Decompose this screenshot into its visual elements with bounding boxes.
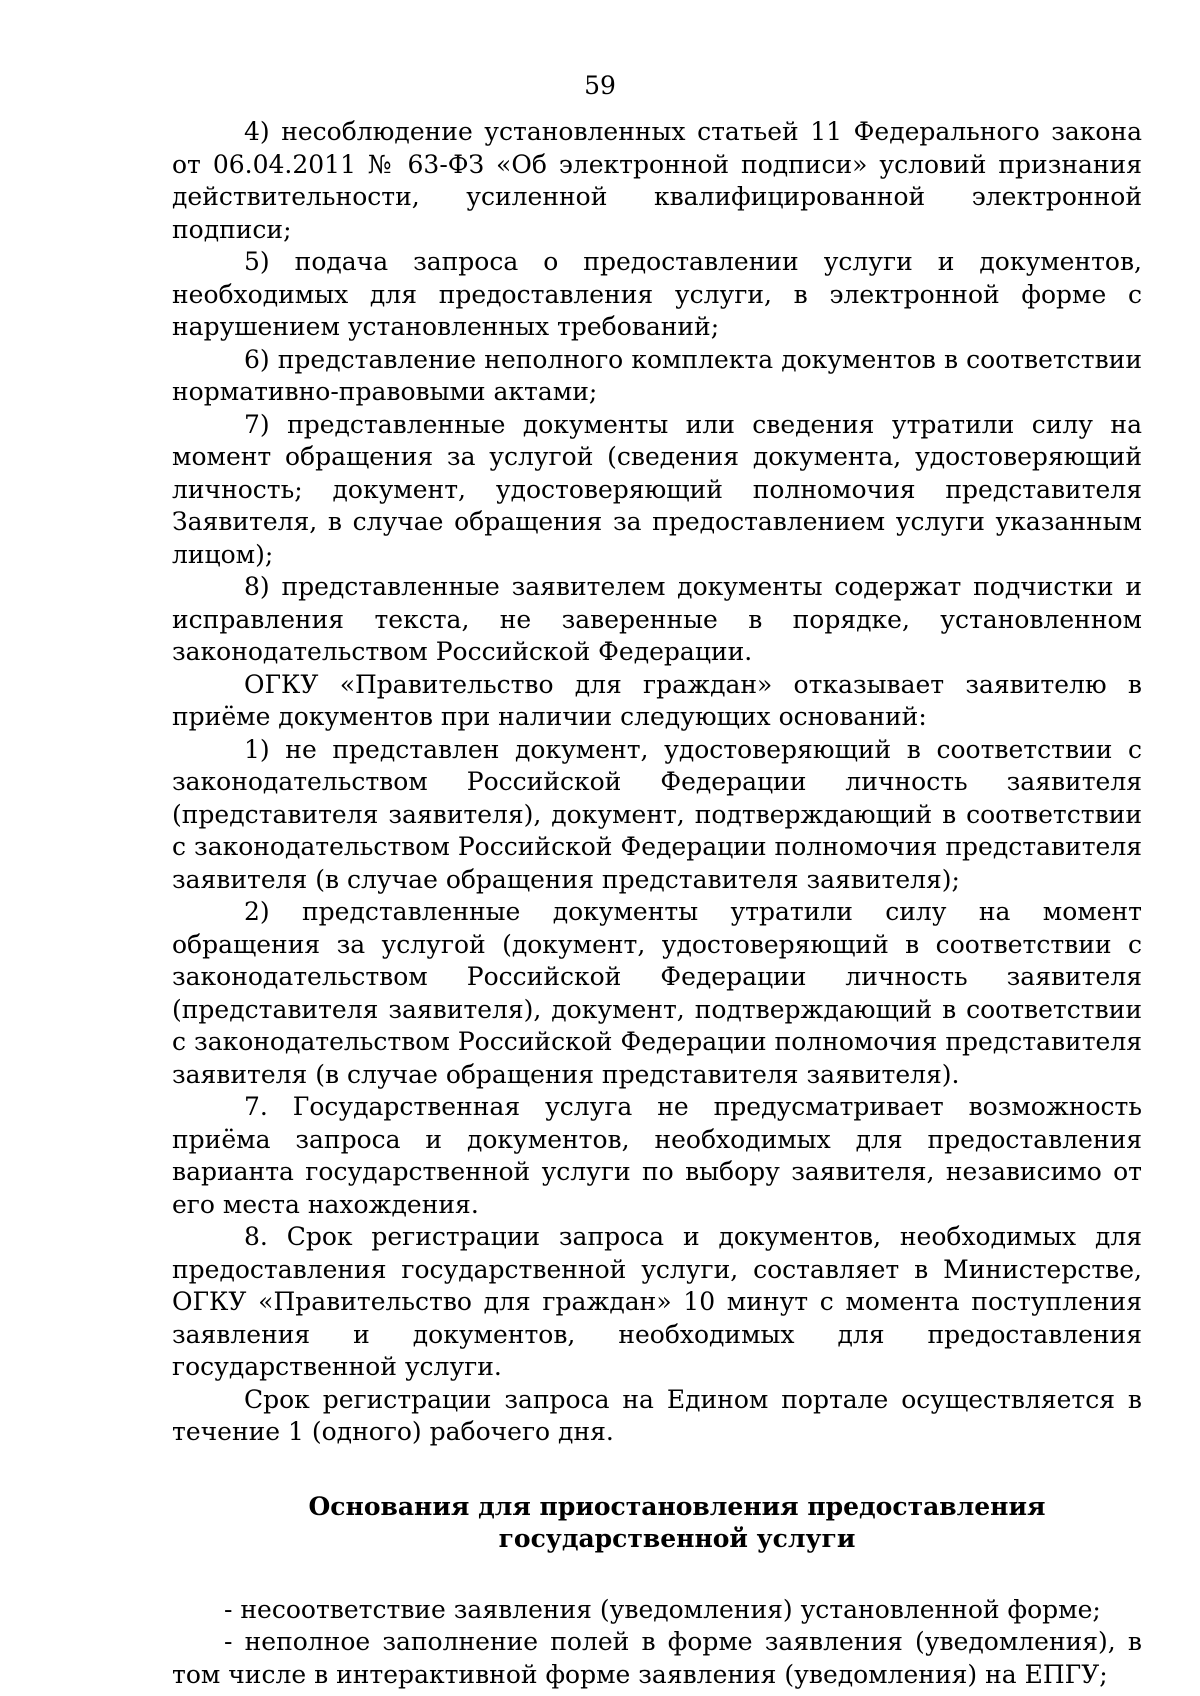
paragraph-section-8: 8. Срок регистрации запроса и документов, необходимых для предоставления государственной услуги, составляет в Министерстве, ОГКУ «Правительство для граждан» 10 минут с момента поступления заявления и документов, необходимых для предоставления государственной услуги. xyxy=(172,1222,1142,1381)
paragraph-item-5: 5) подача запроса о предоставлении услуги и документов, необходимых для предоставления услуги, в электронной форме с нарушением установленных требований; xyxy=(172,247,1142,341)
paragraph-section-7: 7. Государственная услуга не предусматривает возможность приёма запроса и документов, необходимых для предоставления варианта государственной услуги по выбору заявителя, независимо от его места нахождения. xyxy=(172,1092,1142,1219)
section-heading: Основания для приостановления предоставления государственной услуги xyxy=(308,1491,1046,1553)
document-body xyxy=(172,116,1142,1691)
paragraph-ogku-refusal: ОГКУ «Правительство для граждан» отказывает заявителю в приёме документов при наличии следующих оснований: xyxy=(172,669,1142,731)
paragraph-refusal-1: 1) не представлен документ, удостоверяющий в соответствии с законодательством Российской Федерации личность заявителя (представителя заявителя), документ, подтверждающий в соответствии с законодательством Российской Федерации полномочия представителя заявителя (в случае обращения представителя заявителя); xyxy=(172,734,1142,894)
paragraph-suspension-1: - несоответствие заявления (уведомления) установленной форме; xyxy=(224,1594,1101,1624)
page-number: 59 xyxy=(584,71,616,100)
paragraph-item-7: 7) представленные документы или сведения утратили силу на момент обращения за услугой (сведения документа, удостоверяющий личность; документ, удостоверяющий полномочия представителя Заявителя, в случае обращения за предоставлением услуги указанным лицом); xyxy=(172,409,1142,569)
paragraph-suspension-2: - неполное заполнение полей в форме заявления (уведомления), в том числе в интерактивной форме заявления (уведомления) на ЕПГУ; xyxy=(172,1627,1142,1689)
paragraph-refusal-2: 2) представленные документы утратили силу на момент обращения за услугой (документ, удостоверяющий в соответствии с законодательством Российской Федерации личность заявителя (представителя заявителя), документ, подтверждающий в соответствии с законодательством Российской Федерации полномочия представителя заявителя (в случае обращения представителя заявителя). xyxy=(172,897,1142,1089)
paragraph-registration-term: Срок регистрации запроса на Едином портале осуществляется в течение 1 (одного) рабочего дня. xyxy=(172,1384,1142,1446)
paragraph-item-8: 8) представленные заявителем документы содержат подчистки и исправления текста, не заверенные в порядке, установленном законодательством Российской Федерации. xyxy=(172,572,1142,666)
paragraph-item-6: 6) представление неполного комплекта документов в соответствии нормативно-правовыми актами; xyxy=(172,344,1142,406)
paragraph-item-4: 4) несоблюдение установленных статьей 11 Федерального закона от 06.04.2011 № 63-ФЗ «Об электронной подписи» условий признания действительности, усиленной квалифицированной электронной подписи; xyxy=(172,117,1142,244)
